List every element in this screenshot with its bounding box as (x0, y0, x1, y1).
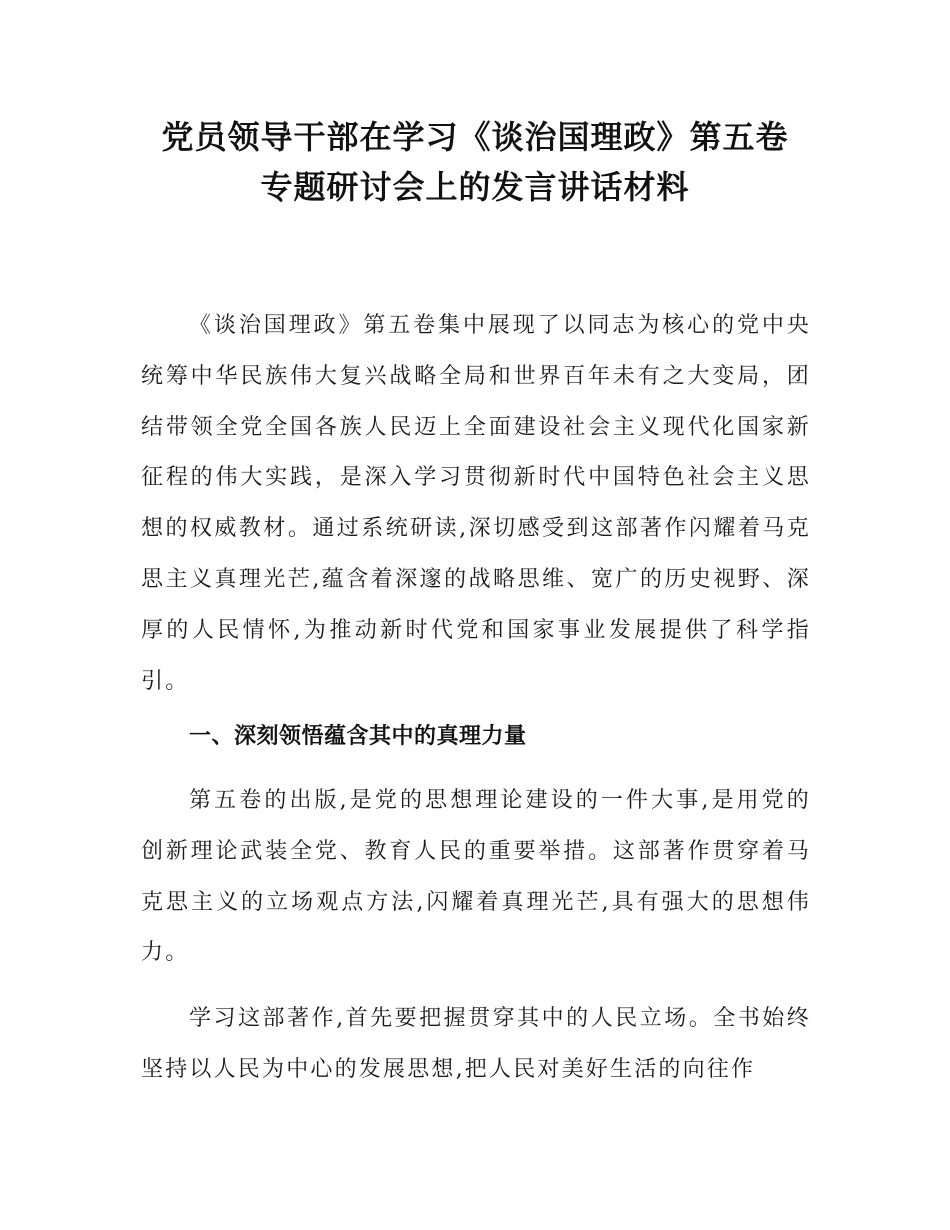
section-heading: 一、深刻领悟蕴含其中的真理力量 (189, 724, 527, 749)
body-paragraph: 第五卷的出版,是党的思想理论建设的一件大事,是用党的创新理论武装全党、教育人民的重要举措。这部著作贯穿着马克思主义的立场观点方法,闪耀着真理光芒,具有强大的思想伟力。 (141, 788, 811, 966)
body-paragraph: 学习这部著作,首先要把握贯穿其中的人民立场。全书始终坚持以人民为中心的发展思想,把人民对美好生活的向往作 (141, 1006, 811, 1082)
document-title-line-2: 专题研讨会上的发言讲话材料 (260, 168, 690, 206)
intro-paragraph: 《谈治国理政》第五卷集中展现了以同志为核心的党中央统筹中华民族伟大复兴战略全局和世界百年未有之大变局，团结带领全党全国各族人民迈上全面建设社会主义现代化国家新征程的伟大实践，是深入学习贯彻新时代中国特色社会主义思想的权威教材。通过系统研读,深切感受到这部著作闪耀着马克思主义真理光芒,蕴含着深邃的战略思维、宽广的历史视野、深厚的人民情怀,为推动新时代党和国家事业发展提供了科学指引。 (141, 313, 811, 694)
document-title-line-1: 党员领导干部在学习《谈治国理政》第五卷 (161, 118, 789, 156)
